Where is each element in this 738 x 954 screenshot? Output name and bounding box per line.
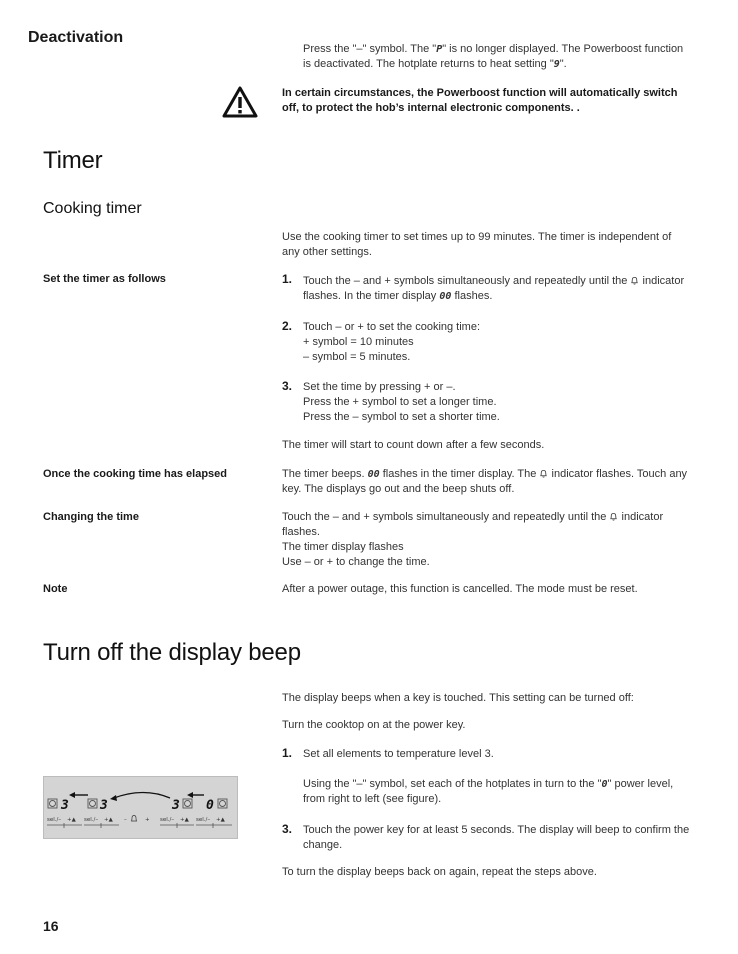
text-line: Use – or + to change the time. — [282, 556, 430, 568]
text-line: key. The displays go out and the beep shuts off. — [282, 483, 515, 495]
label-changing-time: Changing the time — [43, 511, 139, 523]
step-line: Press the – symbol to set a shorter time. — [303, 411, 500, 423]
arrow-left-icon — [69, 792, 88, 798]
text-fragment: Press the "–" symbol. The " — [303, 43, 437, 55]
note-text: After a power outage, this function is cancelled. The mode must be reset. — [282, 583, 638, 595]
timer-step-2 — [303, 320, 723, 365]
text-fragment: ". — [559, 58, 567, 70]
text-fragment: indicator — [642, 275, 685, 287]
text-fragment: Touch the – and + symbols simultaneously and repeatedly until the — [303, 275, 628, 287]
label-note: Note — [43, 583, 68, 595]
step-line: Set all elements to temperature level 3. — [303, 748, 494, 760]
arrow-left-icon — [110, 793, 170, 802]
step-line: change. — [303, 839, 343, 851]
control-underline — [47, 823, 232, 828]
beep-intro: The display beeps when a key is touched. This setting can be turned off: — [282, 692, 634, 704]
changing-text — [282, 510, 727, 570]
bell-icon — [630, 276, 639, 285]
text-line: flashes. — [282, 526, 320, 538]
control-panel-figure — [43, 776, 238, 839]
step-number: 1. — [282, 272, 293, 286]
step-number: 2. — [282, 319, 293, 333]
step-line: – symbol = 5 minutes. — [303, 351, 411, 363]
display-digit: 3 — [100, 798, 108, 813]
deactivation-text — [303, 42, 723, 72]
timer-step-1 — [303, 274, 723, 304]
burner-icon — [88, 799, 97, 808]
control-label: +▲ — [104, 817, 113, 823]
beep-power-on: Turn the cooktop on at the power key. — [282, 719, 466, 731]
arrow-left-icon — [187, 792, 204, 798]
text-fragment: flashes. In the timer display — [303, 290, 437, 302]
control-label: sel./– — [84, 817, 99, 823]
segment-glyph: P — [436, 44, 443, 55]
control-label: +▲ — [180, 817, 189, 823]
control-label: +▲ — [67, 817, 76, 823]
text-fragment: Using the "–" symbol, set each of the hotplates in turn to the " — [303, 778, 602, 790]
warning-text — [282, 86, 722, 116]
text-fragment: Touch the – and + symbols simultaneously and repeatedly until the — [282, 511, 607, 523]
subheading-cooking-timer: Cooking timer — [43, 200, 142, 217]
text-fragment: The timer beeps. — [282, 468, 365, 480]
step-line: Press the + symbol to set a longer time. — [303, 396, 497, 408]
text-fragment: indicator — [621, 511, 664, 523]
display-digit: 3 — [61, 798, 69, 813]
text-fragment: indicator flashes. Touch any — [551, 468, 688, 480]
intro-line: any other settings. — [282, 246, 372, 258]
text-fragment: " power level, — [607, 778, 674, 790]
warning-line: In certain circumstances, the Powerboost function will automatically switch — [282, 87, 678, 99]
intro-line: Use the cooking timer to set times up to 99 minutes. The timer is independent of — [282, 231, 672, 243]
page-title-timer: Timer — [43, 147, 103, 174]
text-fragment: is deactivated. The hotplate returns to heat setting " — [303, 58, 554, 70]
bell-icon — [609, 512, 618, 521]
burner-icon — [48, 799, 57, 808]
section-heading-deactivation: Deactivation — [28, 29, 124, 46]
control-label: sel./– — [196, 817, 211, 823]
beep-step-3 — [303, 823, 723, 853]
step-line: Touch the power key for at least 5 seconds. The display will beep to confirm the — [303, 824, 690, 836]
step-number: 3. — [282, 379, 293, 393]
burner-icon — [218, 799, 227, 808]
step-line: + symbol = 10 minutes — [303, 336, 414, 348]
step-line: Set the time by pressing + or –. — [303, 381, 456, 393]
countdown-text: The timer will start to count down after a few seconds. — [282, 439, 545, 451]
step-number: 3. — [282, 822, 293, 836]
step-line: from right to left (see figure). — [303, 793, 442, 805]
warning-icon — [222, 86, 258, 118]
control-label: – — [124, 817, 127, 823]
timer-intro — [282, 230, 722, 260]
segment-glyph: 00 — [367, 469, 380, 480]
label-time-elapsed: Once the cooking time has elapsed — [43, 468, 227, 480]
control-label: sel./– — [160, 817, 175, 823]
text-fragment: flashes. — [454, 290, 493, 302]
step-line: Touch – or + to set the cooking time: — [303, 321, 481, 333]
display-digit: 3 — [172, 798, 180, 813]
burner-icon — [183, 799, 192, 808]
bell-icon — [539, 469, 548, 478]
elapsed-text — [282, 467, 727, 497]
segment-glyph: 0 — [601, 779, 608, 790]
label-set-timer: Set the timer as follows — [43, 273, 166, 285]
display-digit: 0 — [206, 798, 214, 813]
text-fragment: " is no longer displayed. The Powerboost function — [442, 43, 684, 55]
segment-glyph: 00 — [439, 291, 452, 302]
control-label: sel./– — [47, 817, 62, 823]
segment-glyph: 9 — [553, 59, 560, 70]
beep-step-1 — [303, 747, 723, 807]
warning-line: off, to protect the hob’s internal electronic components. . — [282, 102, 580, 114]
control-label: + — [145, 817, 150, 823]
page-title-display-beep: Turn off the display beep — [43, 639, 301, 666]
bell-icon — [132, 816, 137, 822]
page-number: 16 — [43, 918, 59, 934]
beep-outro: To turn the display beeps back on again, repeat the steps above. — [282, 866, 597, 878]
step-number: 1. — [282, 746, 293, 760]
text-line: The timer display flashes — [282, 541, 404, 553]
timer-step-3 — [303, 380, 723, 425]
text-fragment: flashes in the timer display. The — [382, 468, 537, 480]
control-label: +▲ — [216, 817, 225, 823]
